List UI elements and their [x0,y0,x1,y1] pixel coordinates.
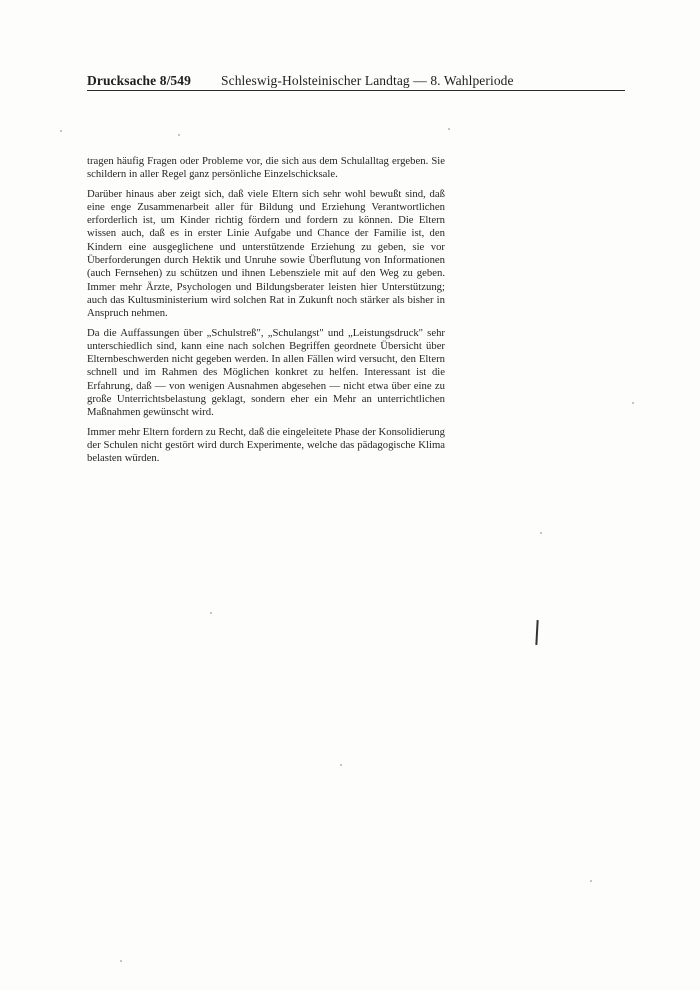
paragraph: tragen häufig Fragen oder Probleme vor, die sich aus dem Schulalltag ergeben. Sie schildern in aller Regel ganz persönliche Einzelschicksale. [87,155,445,181]
scan-speck [120,960,122,962]
paragraph: Darüber hinaus aber zeigt sich, daß viele Eltern sich sehr wohl bewußt sind, daß eine enge Zusammenarbeit aller für Bildung und Erziehung Verantwortlichen erforderlich ist, um Kinder richtig fördern und fordern zu können. Die Eltern wissen auch, daß es in erster Linie Aufgabe und Chance der Familie ist, den Kindern eine ausgeglichene und unterstützende Erziehung zu geben, sie vor Überforderungen durch Hektik und Unruhe sowie Überflutung von Informationen (auch Fernsehen) zu schützen und ihnen Lebensziele mit auf den Weg zu geben. Immer mehr Ärzte, Psychologen und Bildungsberater leisten hier Unterstützung; auch das Kultusministerium wird solchen Rat in Zukunft noch stärker als bisher in Anspruch nehmen. [87,187,445,320]
scan-speck [632,402,634,404]
header-rule [87,90,625,91]
header-title: Schleswig-Holsteinischer Landtag — 8. Wahlperiode [221,73,514,88]
scan-speck [60,130,62,132]
scan-speck [178,134,180,136]
scan-speck [540,532,542,534]
scan-speck [210,612,212,614]
paragraph: Immer mehr Eltern fordern zu Recht, daß die eingeleitete Phase der Konsolidierung der Schulen nicht gestört wird durch Experimente, welche das pädagogische Klima belasten würden. [87,425,445,465]
page-header [87,70,625,92]
margin-mark [535,620,538,645]
document-number: Drucksache 8/549 [87,73,191,88]
scan-speck [340,764,342,766]
scan-speck [590,880,592,882]
paragraph: Da die Auffassungen über „Schulstreß", „Schulangst" und „Leistungsdruck" sehr unterschiedlich sind, kann eine nach solchen Begriffen geordnete Übersicht über Elternbeschwerden nicht gegeben werden. In allen Fällen wird versucht, den Eltern schnell und im Rahmen des Möglichen konkret zu helfen. Interessant ist die Erfahrung, daß — von wenigen Ausnahmen abgesehen — nicht etwa über eine zu große Unterrichtsbelastung geklagt, sondern eher ein Mehr an unterrichtlichen Maßnahmen gewünscht wird. [87,326,445,419]
scan-speck [448,128,450,130]
body-text [87,155,445,472]
